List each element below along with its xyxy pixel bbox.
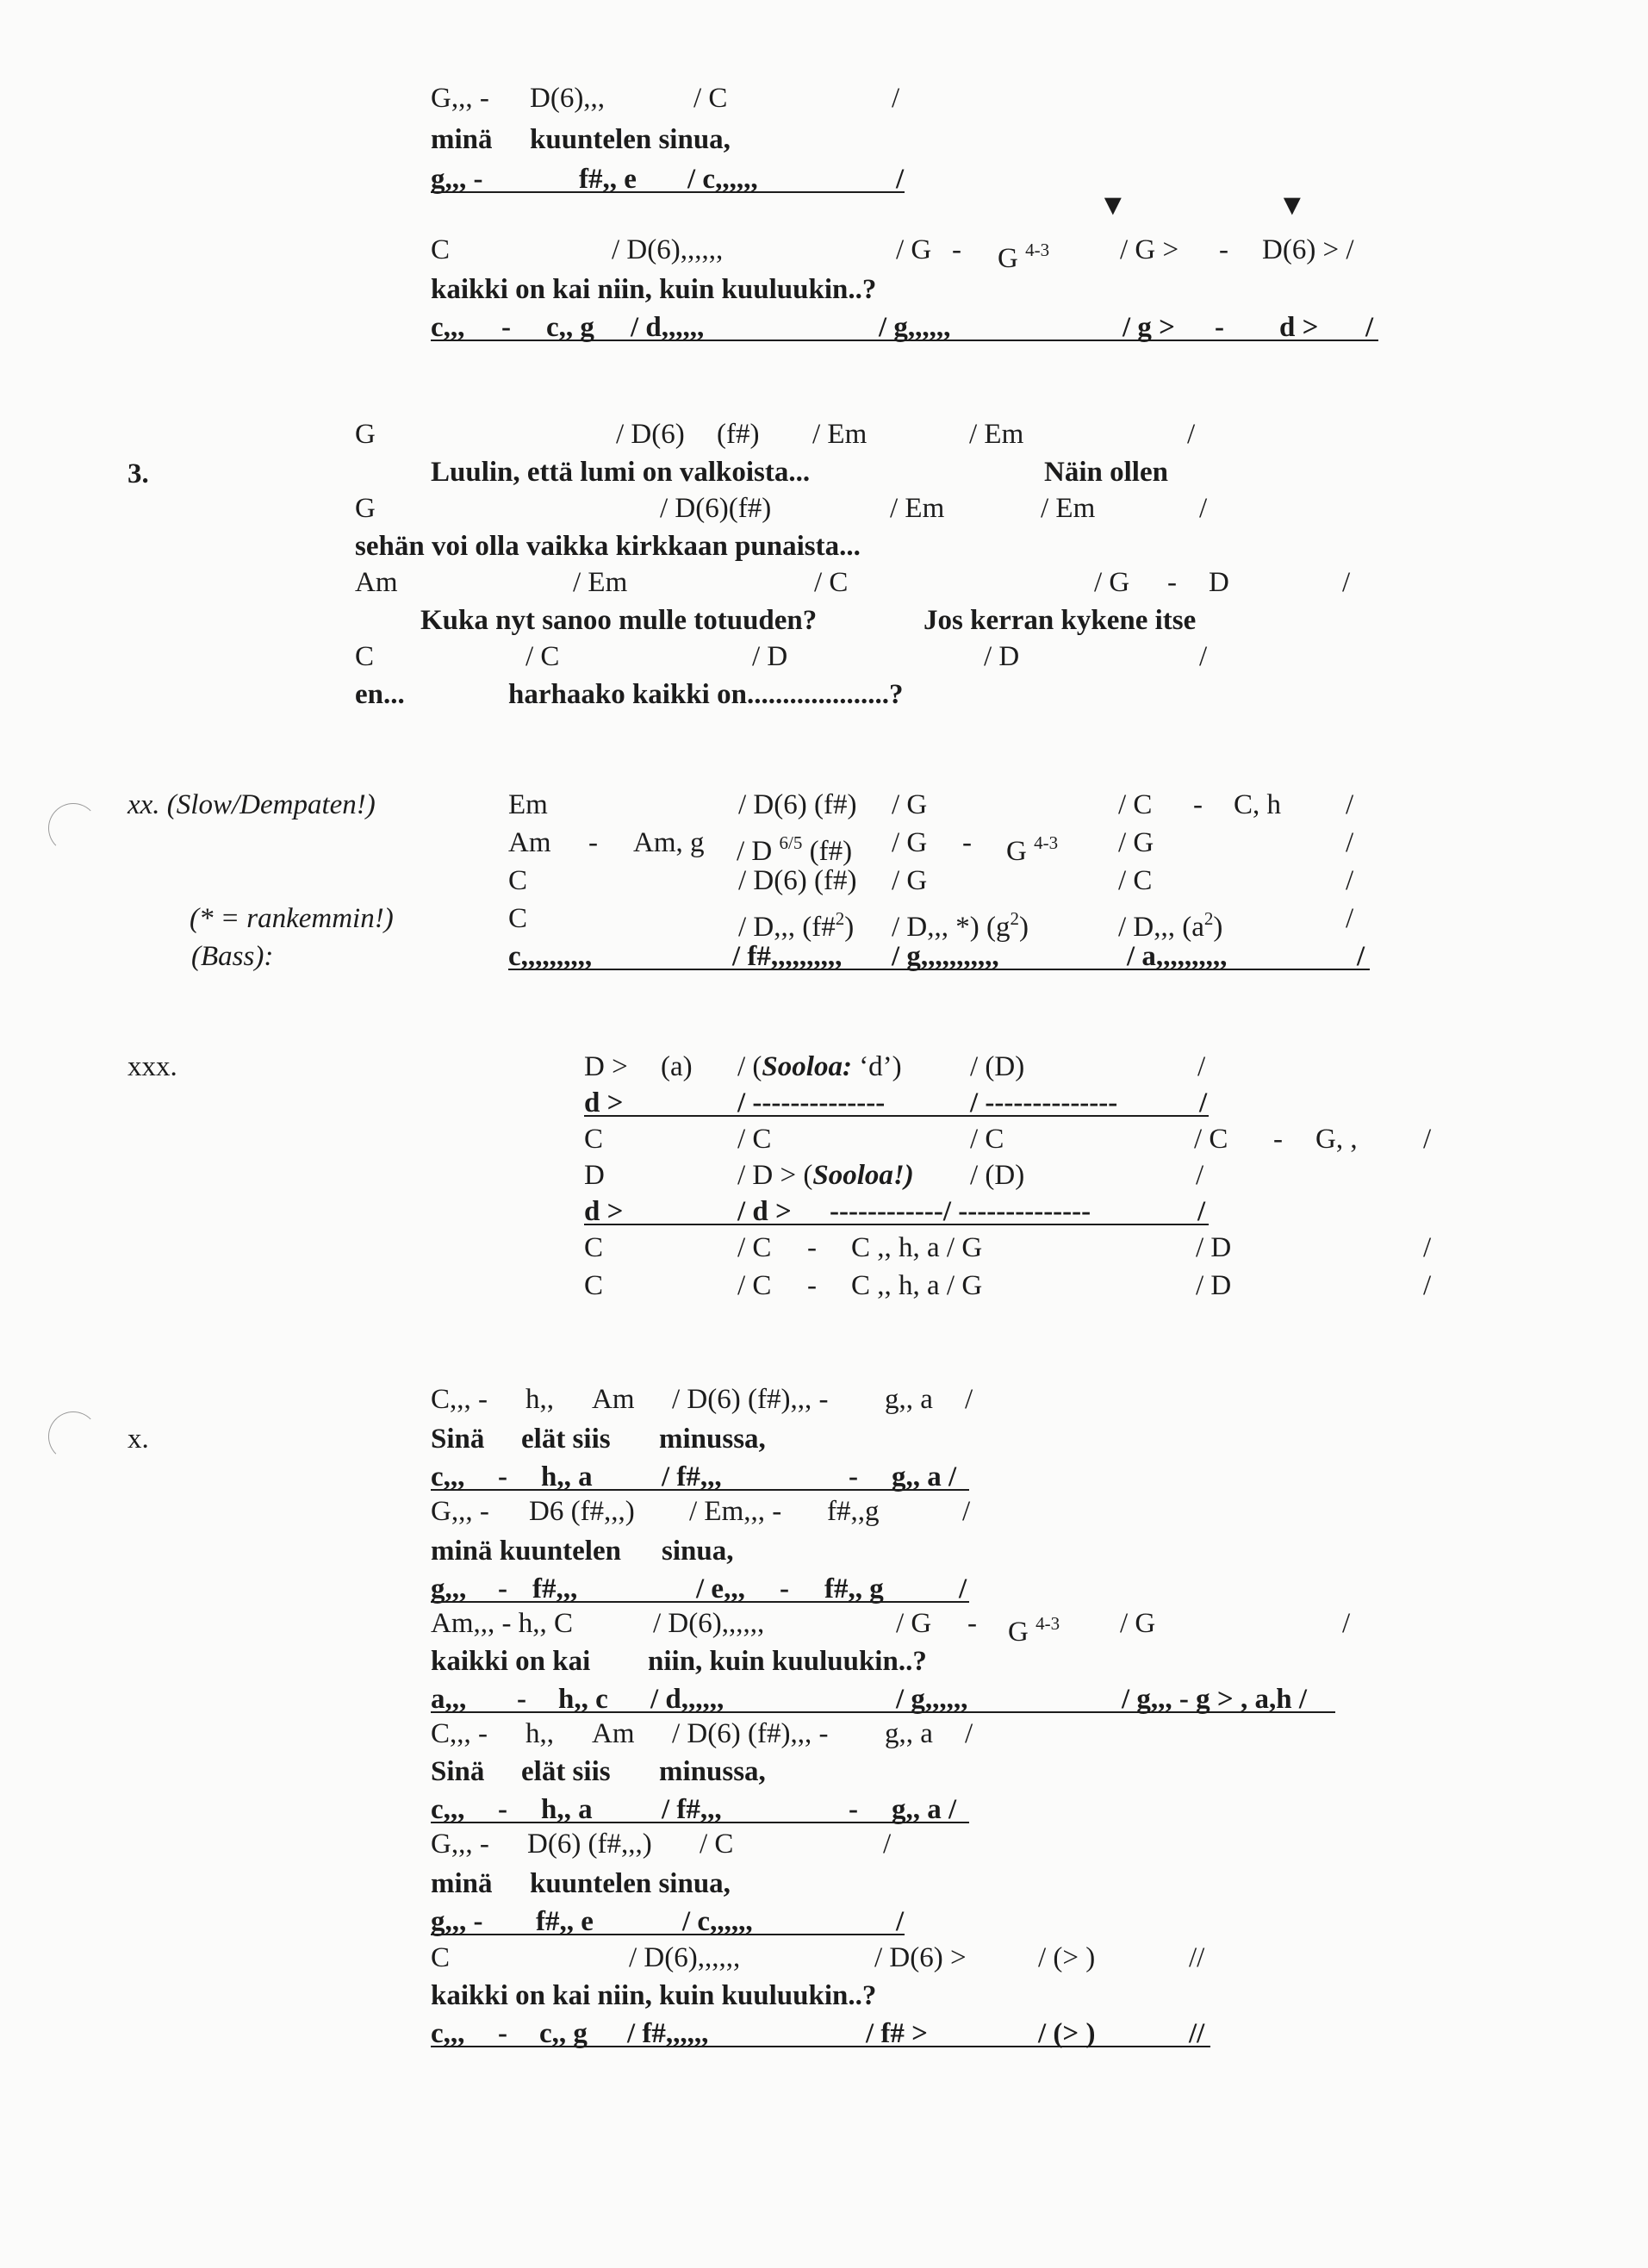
chord: / D,,, *) $(g^2)$ (892, 908, 1029, 943)
chord: G,,, - (431, 1829, 489, 1860)
bass: / -------------- (737, 1087, 886, 1118)
lyric: minussa, (659, 1424, 766, 1455)
chord: / D(6),,,,,, (653, 1608, 765, 1639)
lyric: minä kuuntelen (431, 1536, 621, 1567)
chord: h,, (525, 1384, 554, 1415)
chord: / Em,,, - (689, 1496, 782, 1527)
lyric: minä (431, 1868, 493, 1899)
chord: Am (592, 1718, 635, 1749)
bass: - (849, 1794, 858, 1825)
bar-line: / (1357, 941, 1365, 972)
bar-line: / (1199, 1087, 1208, 1118)
chord: C (431, 1942, 451, 1973)
chord: / Em (890, 493, 945, 524)
chord: / D(6),,,,,, (612, 234, 724, 265)
chord: / D(6) (616, 419, 685, 450)
bar-line: // (1189, 1942, 1205, 1973)
bass: f#,, e (579, 164, 637, 195)
bass: - (498, 1573, 507, 1604)
bass: - (498, 1461, 507, 1492)
bass: - (498, 2018, 507, 2049)
bass: h,, a (541, 1461, 593, 1492)
chord: D (584, 1160, 605, 1191)
lyric: minä (431, 124, 493, 155)
chord: / D(6) (f#),,, - (672, 1718, 829, 1749)
section-label: 3. (127, 458, 149, 489)
chord: / D $^{6/5}$ (f#) (737, 832, 853, 867)
chord: / D(6) (f#),,, - (672, 1384, 829, 1415)
lyric: harhaako kaikki on....................? (508, 679, 904, 710)
lyric: elät siis (521, 1424, 611, 1455)
section-label: x. (127, 1424, 149, 1455)
bar-line: / (1187, 419, 1196, 450)
bar-line: / (1423, 1232, 1432, 1263)
bass: g,,, - (431, 164, 483, 195)
bar-line: / (965, 1718, 973, 1749)
bar-line: / (1342, 567, 1351, 598)
chord: - (807, 1232, 817, 1263)
punch-hole (48, 803, 98, 853)
chord: / G (896, 234, 932, 265)
chord: / C (814, 567, 849, 598)
chord: - (1193, 789, 1203, 820)
bass: / d > (737, 1196, 792, 1227)
chord: / G (1118, 827, 1154, 858)
chord: / D (752, 641, 788, 672)
bass: f#,, e (536, 1906, 594, 1937)
chord: / D(6)(f#) (660, 493, 772, 524)
chord: / C (693, 83, 728, 114)
chord: Em (508, 789, 548, 820)
bass: / a,,,,,,,,,, (1127, 941, 1228, 972)
bass: / g > (1123, 312, 1175, 343)
chord: C,,, - (431, 1718, 488, 1749)
bass-underline (431, 191, 905, 193)
lyric: sinua, (662, 1536, 734, 1567)
bass: c,, g (546, 312, 594, 343)
bar-line: / (883, 1829, 892, 1860)
chord: / D,,, (f#$^2$) (738, 908, 855, 943)
bar-line: / (892, 83, 900, 114)
chord: / G (892, 827, 928, 858)
chord: / C (525, 641, 560, 672)
lyric: kaikki on kai niin, kuin kuuluukin..? (431, 1980, 877, 2011)
chord: G (355, 419, 376, 450)
bass: / f#,,,,,, (627, 2018, 709, 2049)
chord: C ,, h, a / G (851, 1232, 983, 1263)
bass: c,,, (431, 312, 465, 343)
chord: / D(6),,,,,, (629, 1942, 741, 1973)
chord: - (962, 827, 972, 858)
bar-line: / (1346, 865, 1354, 896)
bass: - (498, 1794, 507, 1825)
bass: - (501, 312, 511, 343)
bar-line: / (1199, 493, 1208, 524)
chord: / (Sooloa: ‘d’) (737, 1051, 902, 1082)
chord: - (588, 827, 598, 858)
chord: D(6),,, (530, 83, 606, 114)
lyric: sehän voi olla vaikka kirkkaan punaista... (355, 531, 861, 562)
chord: (a) (661, 1051, 693, 1082)
lyric: kuuntelen sinua, (530, 124, 731, 155)
bass-underline (431, 1711, 1335, 1713)
bass: c,,,,,,,,,, (508, 941, 593, 972)
bass-underline (584, 1115, 1209, 1117)
chord: G $^{4-3}$ (1006, 832, 1059, 867)
chord: D (1209, 567, 1229, 598)
chord: G $^{4-3}$ (1008, 1613, 1060, 1648)
bar-line: / (1346, 789, 1354, 820)
chord: G,,, - (431, 83, 489, 114)
bass: / d,,,,,, (650, 1684, 724, 1715)
chord: / D (1196, 1232, 1232, 1263)
bass: c,,, (431, 1794, 465, 1825)
bass: g,,, (431, 1573, 467, 1604)
chord: C (431, 234, 451, 265)
lyric: Sinä (431, 1756, 485, 1787)
bass: / f#,,, (662, 1794, 722, 1825)
chord: h,, (525, 1718, 554, 1749)
chord: C (584, 1232, 604, 1263)
bass: / f#,,, (662, 1461, 722, 1492)
bass: g,, a / (892, 1794, 957, 1825)
bass: / -------------- (970, 1087, 1118, 1118)
chord: Am,,, - h,, C (431, 1608, 573, 1639)
chord: Am, g (633, 827, 705, 858)
chord: / G > (1120, 234, 1179, 265)
bass: - (849, 1461, 858, 1492)
bass: - (1215, 312, 1224, 343)
chord: D > (584, 1051, 628, 1082)
chord: - (1167, 567, 1177, 598)
bass: / g,,,,,, (879, 312, 951, 343)
chord: / G (892, 865, 928, 896)
bass-underline (431, 1601, 969, 1603)
chord: / (D) (970, 1051, 1025, 1082)
chord: - (952, 234, 961, 265)
punch-hole (48, 1411, 98, 1461)
chord: - (1273, 1124, 1283, 1155)
bass: / g,,, - g > , a,h / (1122, 1684, 1307, 1715)
bar-line: / (1199, 641, 1208, 672)
lyric: niin, kuin kuuluukin..? (648, 1646, 927, 1677)
bass: a,,, (431, 1684, 467, 1715)
bar-line: / (965, 1384, 973, 1415)
bar-line: / (1197, 1051, 1206, 1082)
chord: G $^{4-3}$ (998, 240, 1050, 274)
chord: f#,,g (827, 1496, 880, 1527)
chord: / Em (812, 419, 868, 450)
accent-marker-icon: ▼ (1278, 190, 1307, 221)
chord: C (584, 1270, 604, 1301)
chord: / Em (969, 419, 1024, 450)
chord: / C (737, 1270, 772, 1301)
chord: C (355, 641, 375, 672)
bass: ------------/ -------------- (830, 1196, 1091, 1227)
chord: / D > (Sooloa!) (737, 1160, 914, 1191)
bar-line: / (1342, 1608, 1351, 1639)
chord: C, h (1234, 789, 1282, 820)
bar-line: / (896, 1906, 905, 1937)
bass: d > (584, 1087, 624, 1118)
bar-line: / (1346, 827, 1354, 858)
chord: / G (896, 1608, 932, 1639)
chord: / D,,, $(a^2)$ (1118, 908, 1223, 943)
bass-underline (431, 1489, 969, 1491)
chord: C (508, 865, 528, 896)
chord: / Em (1041, 493, 1096, 524)
bass: / c,,,,,, (682, 1906, 753, 1937)
chord: / D (984, 641, 1020, 672)
chord: D(6) > / (1262, 234, 1354, 265)
bar-line: / (1423, 1270, 1432, 1301)
lyric: Näin ollen (1044, 457, 1168, 488)
bass: / c,,,,,, (687, 164, 758, 195)
chord: G, , (1315, 1124, 1358, 1155)
bass: / f#,,,,,,,,,, (732, 941, 843, 972)
chord: / D(6) (f#) (738, 865, 857, 896)
chord: / D(6) > (874, 1942, 967, 1973)
lyric: Kuka nyt sanoo mulle totuuden? (420, 605, 818, 636)
chord: Am (592, 1384, 635, 1415)
section-label: xxx. (127, 1051, 177, 1082)
bar-line: / (1197, 1196, 1206, 1227)
bar-line: // (1189, 2018, 1205, 2049)
bass-underline (431, 1934, 905, 1935)
chord: C,,, - (431, 1384, 488, 1415)
chord: / C (970, 1124, 1004, 1155)
bass: - (780, 1573, 789, 1604)
chord: g,, a (885, 1384, 933, 1415)
chord: - (807, 1270, 817, 1301)
bass: g,,, - (431, 1906, 483, 1937)
chord: / D(6) (f#) (738, 789, 857, 820)
chord: / C (737, 1124, 772, 1155)
chord: / (> ) (1038, 1942, 1096, 1973)
chord: / Em (573, 567, 628, 598)
chord: G,,, - (431, 1496, 489, 1527)
lyric: kaikki on kai niin, kuin kuuluukin..? (431, 274, 877, 305)
bass: h,, c (558, 1684, 608, 1715)
bar-line: / (1196, 1160, 1204, 1191)
bass-underline (584, 1224, 1209, 1225)
accent-marker-icon: ▼ (1098, 190, 1128, 221)
lyric: Luulin, että lumi on valkoista... (431, 457, 811, 488)
bass-underline (431, 340, 1378, 341)
lyric: en... (355, 679, 405, 710)
bar-line: / (1346, 903, 1354, 934)
bar-line: / (896, 164, 905, 195)
chord: / G (1094, 567, 1130, 598)
bass: d > (1279, 312, 1319, 343)
chord: G (355, 493, 376, 524)
lyric: kuuntelen sinua, (530, 1868, 731, 1899)
bass-label: (Bass): (191, 941, 274, 972)
chord: C (584, 1124, 604, 1155)
bar-line: / (962, 1496, 971, 1527)
bass: / g,,,,,,,,,,, (892, 941, 999, 972)
bass: / f# > (866, 2018, 928, 2049)
chord: / (D) (970, 1160, 1025, 1191)
bass-underline (431, 1822, 969, 1823)
bar-line: / (1423, 1124, 1432, 1155)
chord: / D (1196, 1270, 1232, 1301)
bass: c,,, (431, 2018, 465, 2049)
chord: Am (508, 827, 551, 858)
bar-line: / (1365, 312, 1374, 343)
chord: Am (355, 567, 398, 598)
bass: / e,,, (696, 1573, 745, 1604)
lyric: minussa, (659, 1756, 766, 1787)
chord: / G (1120, 1608, 1156, 1639)
bass: c,, g (539, 2018, 588, 2049)
lyric: Jos kerran kykene itse (924, 605, 1197, 636)
note: (* = rankemmin!) (190, 903, 394, 934)
chord: / C (1194, 1124, 1228, 1155)
lyric: kaikki on kai (431, 1646, 591, 1677)
chord: / C (1118, 789, 1153, 820)
bass: f#,, g (824, 1573, 884, 1604)
bass-underline (508, 969, 1370, 970)
chord: g,, a (885, 1718, 933, 1749)
bar-line: / (959, 1573, 967, 1604)
lyric: elät siis (521, 1756, 611, 1787)
chord: / C (700, 1829, 734, 1860)
chord: - (967, 1608, 977, 1639)
chord: - (1219, 234, 1228, 265)
chord: / C (1118, 865, 1153, 896)
chord: / C (737, 1232, 772, 1263)
chord: (f#) (717, 419, 760, 450)
chord: / G (892, 789, 928, 820)
section-label: xx. (Slow/Dempaten!) (127, 789, 376, 820)
bass: d > (584, 1196, 624, 1227)
bass: f#,,, (532, 1573, 578, 1604)
chord: D(6) (f#,,,) (527, 1829, 652, 1860)
bass: / (> ) (1038, 2018, 1096, 2049)
bass: / g,,,,,, (896, 1684, 968, 1715)
chord: C ,, h, a / G (851, 1270, 983, 1301)
bass: h,, a (541, 1794, 593, 1825)
bass: g,, a / (892, 1461, 957, 1492)
bass: - (517, 1684, 526, 1715)
chord: C (508, 903, 528, 934)
bass-underline (431, 2046, 1210, 2047)
bass: / d,,,,,, (631, 312, 705, 343)
chord: D6 (f#,,,) (529, 1496, 635, 1527)
lyric: Sinä (431, 1424, 485, 1455)
bass: c,,, (431, 1461, 465, 1492)
